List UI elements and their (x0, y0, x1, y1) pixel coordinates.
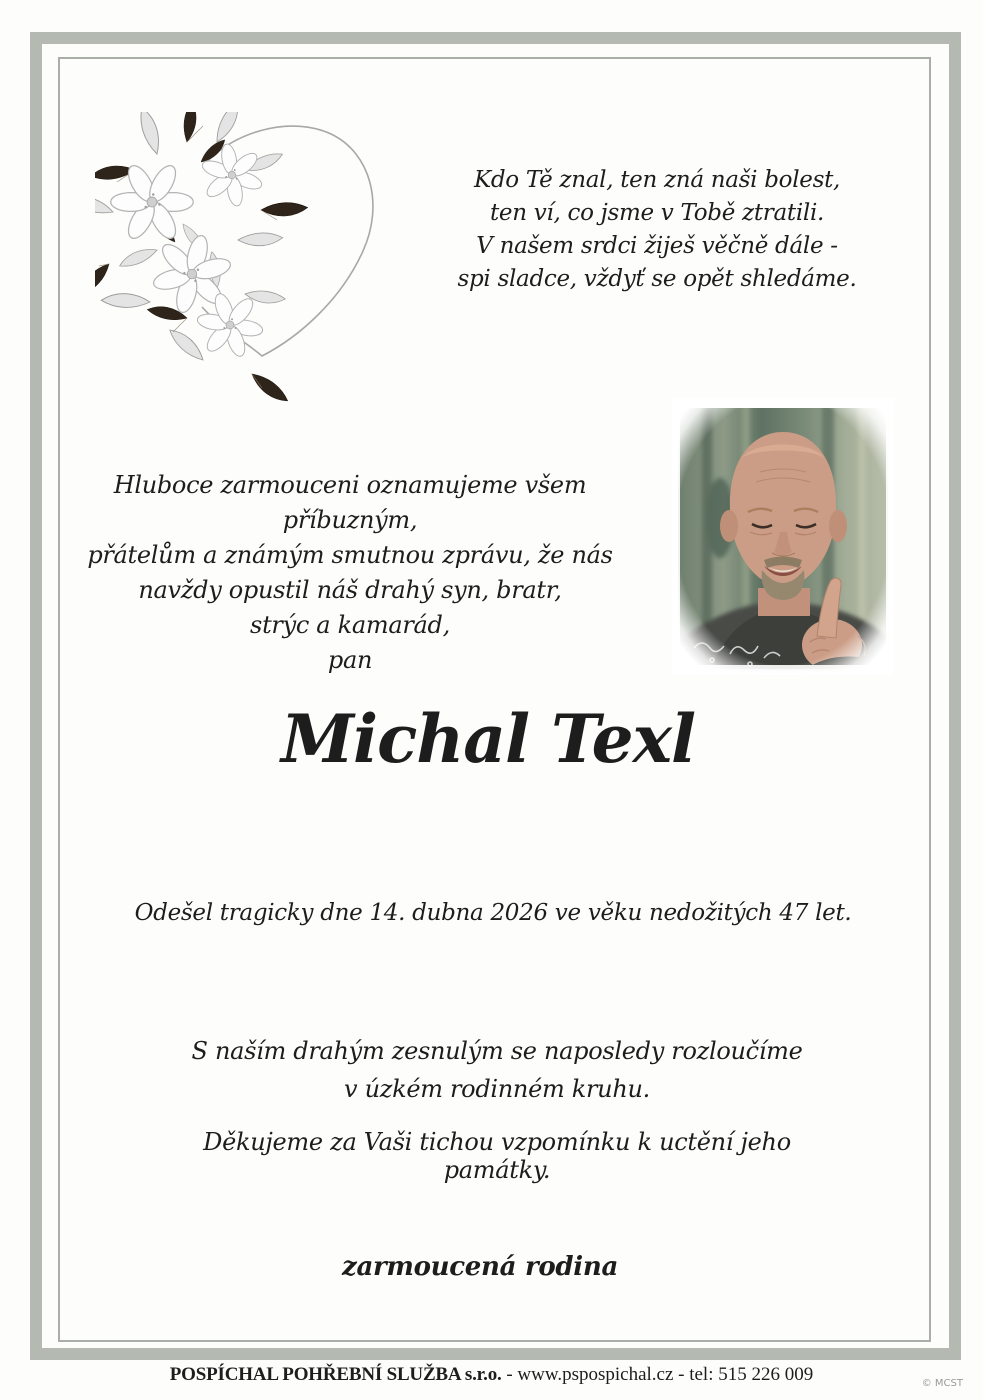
announcement-line: Hluboce zarmouceni oznamujeme všem příbuzným, (113, 471, 587, 534)
death-notice: Odešel tragicky dne 14. dubna 2026 ve věku nedožitých 47 let. (134, 900, 852, 926)
announcement-line: strýc a kamarád, (250, 611, 450, 639)
funeral-home-footer (0, 1364, 983, 1386)
announcement-text (75, 468, 625, 678)
deceased-name: Michal Texl (280, 700, 696, 778)
funeral-home-name: POSPÍCHAL POHŘEBNÍ SLUŽBA s.r.o. (169, 1364, 502, 1385)
memorial-poem (447, 164, 867, 296)
announcement-line: navždy opustil náš drahý syn, bratr, (138, 576, 562, 604)
announcement-line: pan (327, 646, 373, 674)
farewell-line: v úzkém rodinném kruhu. (343, 1075, 650, 1103)
poem-line: spi sladce, vždyť se opět shledáme. (457, 266, 857, 292)
family-signature: zarmoucená rodina (342, 1252, 618, 1282)
copyright-mark: © MCST (921, 1378, 963, 1389)
farewell-text (147, 1032, 847, 1108)
poem-line: ten ví, co jsme v Tobě ztratili. (489, 200, 825, 226)
thanks-text: Děkujeme za Vaši tichou vzpomínku k uctění jeho památky. (203, 1128, 791, 1184)
poem-line: V našem srdci žiješ věčně dále - (476, 233, 838, 259)
announcement-line: přátelům a známým smutnou zprávu, že nás (87, 541, 613, 569)
floral-heart-icon (95, 112, 400, 407)
portrait-photo (672, 398, 894, 675)
poem-line: Kdo Tě znal, ten zná naši bolest, (473, 167, 841, 193)
farewell-line: S naším drahým zesnulým se naposledy rozloučíme (191, 1037, 803, 1065)
funeral-home-contact: - www.pspospichal.cz - tel: 515 226 009 (506, 1364, 814, 1385)
